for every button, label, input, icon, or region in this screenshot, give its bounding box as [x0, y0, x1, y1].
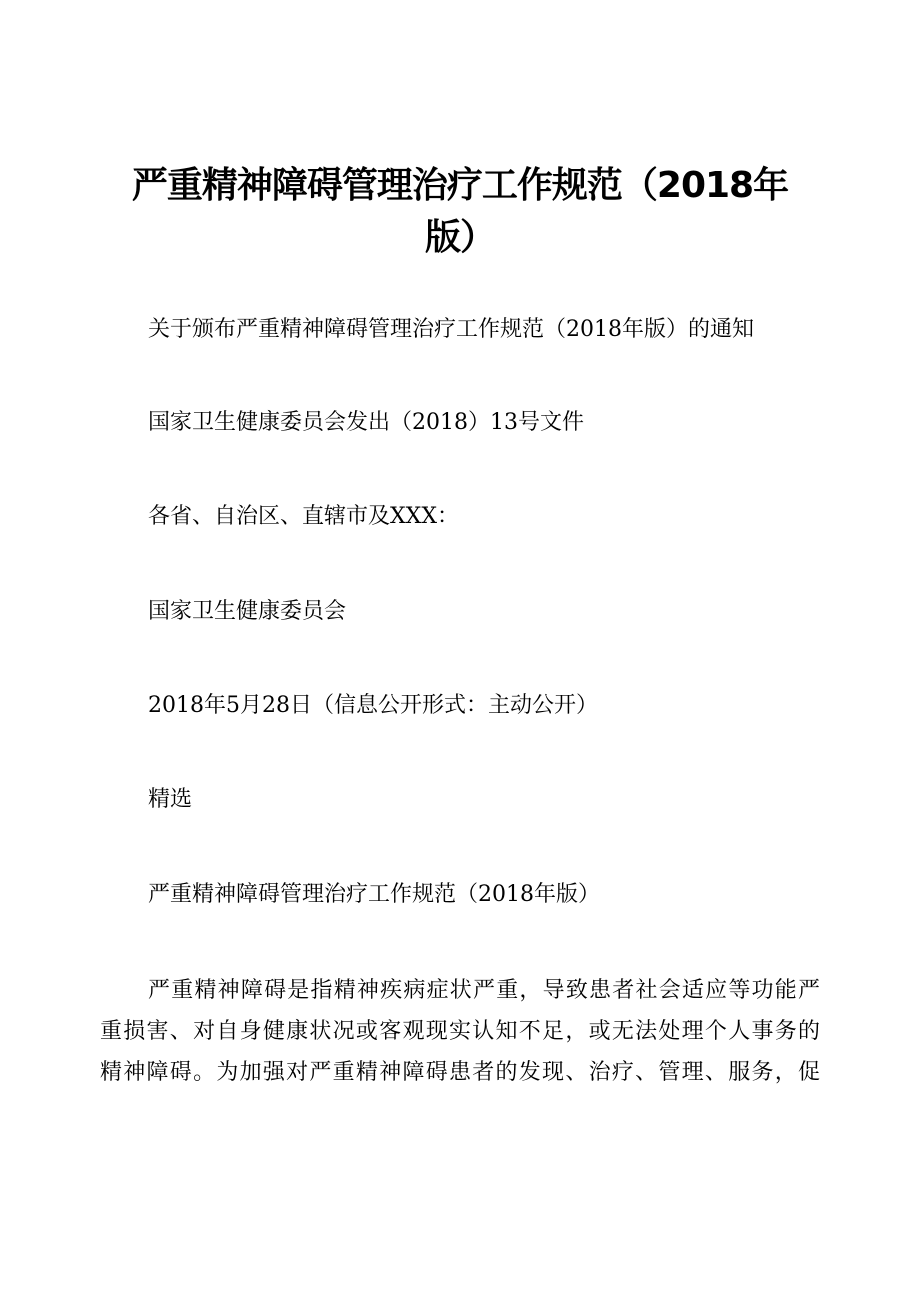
issue-date: 2018年5月28日（信息公开形式：主动公开）: [148, 693, 598, 718]
notice-heading: 关于颁布严重精神障碍管理治疗工作规范（2018年版）的通知: [148, 317, 754, 342]
title-line-1: 严重精神障碍管理治疗工作规范（2018年: [131, 165, 789, 206]
issuer-name: 国家卫生健康委员会: [148, 599, 347, 624]
addressee-line: 各省、自治区、直辖市及XXX：: [148, 504, 459, 529]
body-line: 严重精神障碍是指精神疾病症状严重，导致患者社会适应等功能严: [148, 978, 820, 1003]
title-line-2: 版）: [424, 217, 495, 258]
body-line: 精神障碍。为加强对严重精神障碍患者的发现、治疗、管理、服务，促: [100, 1060, 820, 1085]
section-heading: 严重精神障碍管理治疗工作规范（2018年版）: [148, 882, 600, 907]
body-paragraph: [100, 970, 820, 1093]
selected-label: 精选: [148, 787, 193, 812]
body-line: 重损害、对自身健康状况或客观现实认知不足，或无法处理个人事务的: [100, 1019, 820, 1044]
document-number: 国家卫生健康委员会发出（2018）13号文件: [148, 410, 584, 435]
document-title: [100, 160, 820, 264]
